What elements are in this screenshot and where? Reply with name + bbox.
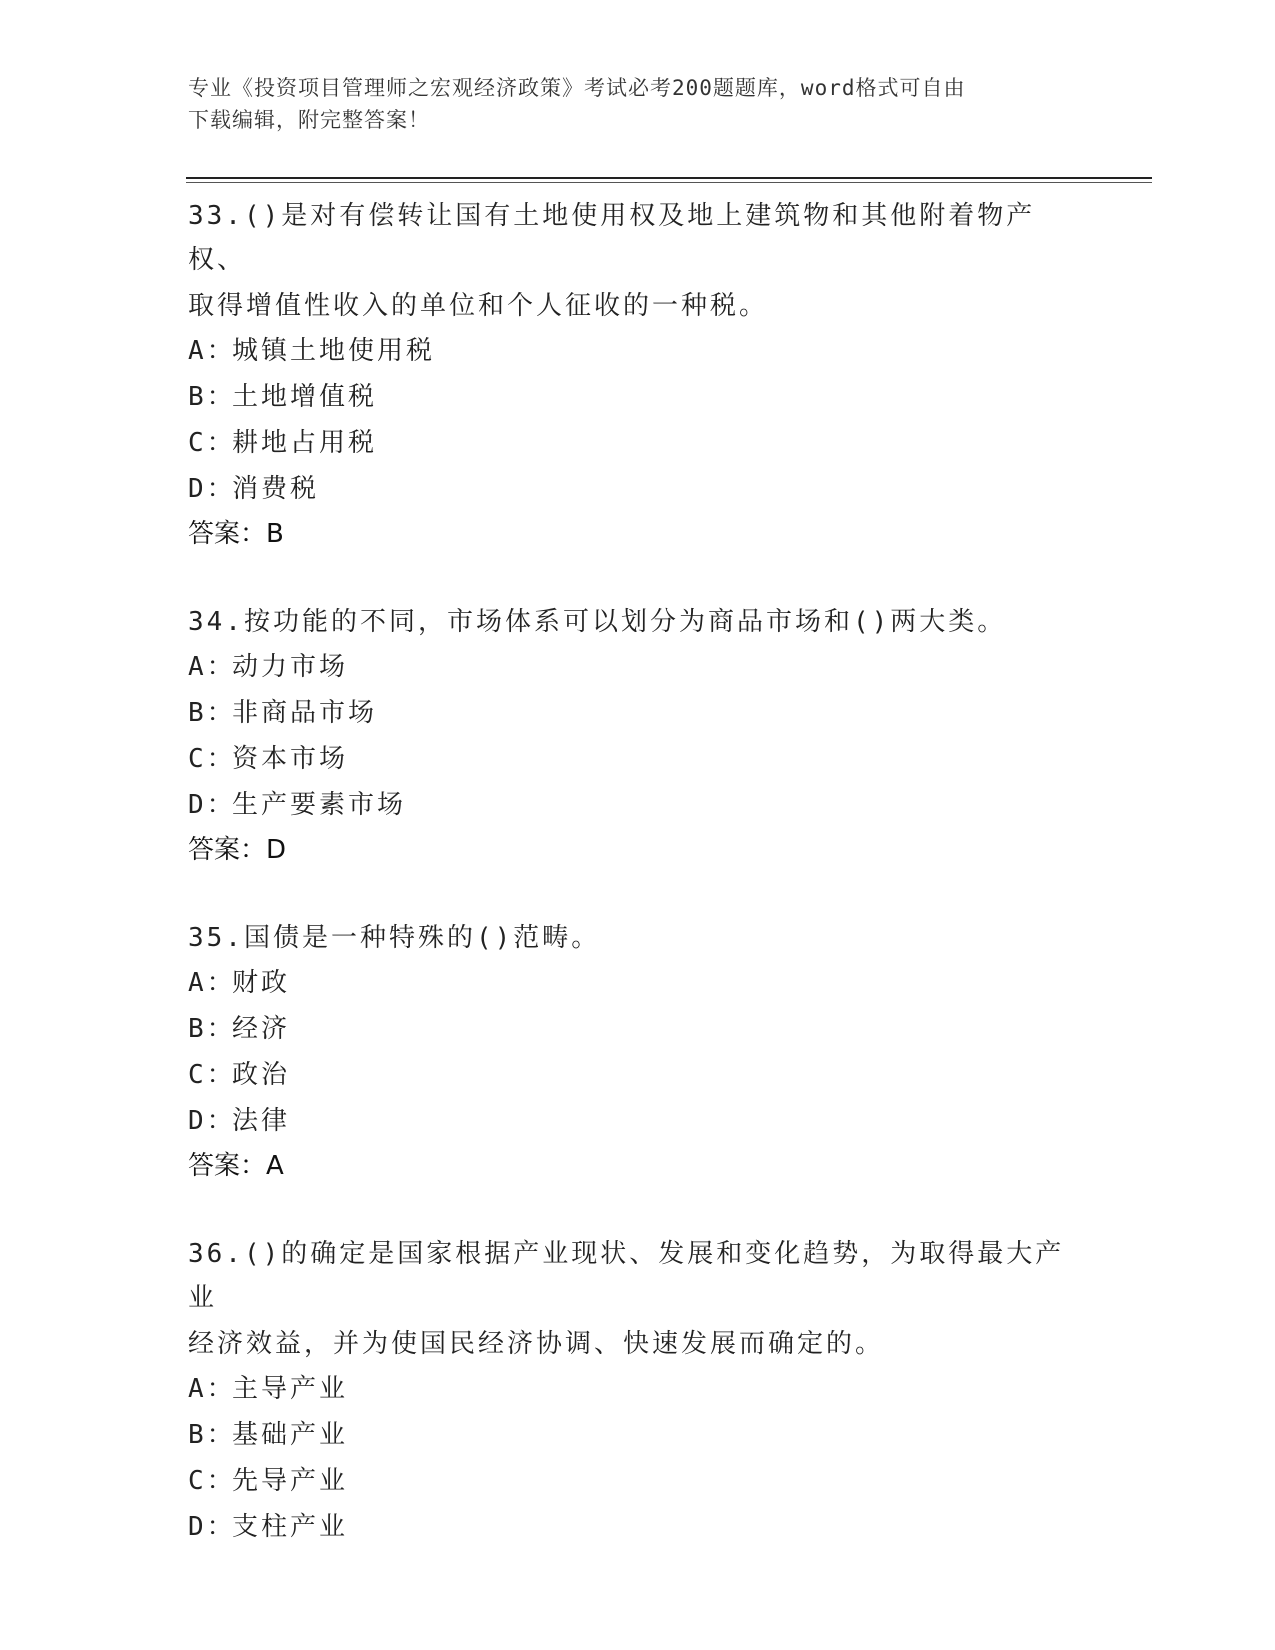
option-text: 财政 <box>232 968 291 998</box>
option-b <box>188 1006 1088 1052</box>
option-c <box>188 736 1088 782</box>
option-d <box>188 1098 1088 1144</box>
option-text: 政治 <box>232 1060 291 1090</box>
question-stem-line: 33.()是对有偿转让国有土地使用权及地上建筑物和其他附着物产权、 <box>188 201 1036 275</box>
question-stem-line: 36.()的确定是国家根据产业现状、发展和变化趋势，为取得最大产业 <box>188 1239 1065 1313</box>
option-d <box>188 466 1088 512</box>
option-key: A： <box>188 1374 236 1404</box>
option-text: 基础产业 <box>232 1420 349 1450</box>
option-c <box>188 420 1088 466</box>
option-key: C： <box>188 744 236 774</box>
question-list <box>188 192 1088 1592</box>
answer-value: B <box>266 519 284 549</box>
option-key: C： <box>188 428 236 458</box>
answer-label: 答案： <box>188 1151 267 1181</box>
answer-label: 答案： <box>188 835 267 865</box>
option-text: 支柱产业 <box>232 1512 349 1542</box>
option-b <box>188 374 1088 420</box>
option-d <box>188 782 1088 828</box>
option-key: C： <box>188 1060 236 1090</box>
option-key: C： <box>188 1466 236 1496</box>
option-key: B： <box>188 1420 236 1450</box>
question-stem-line: 经济效益，并为使国民经济协调、快速发展而确定的。 <box>188 1329 885 1359</box>
question-36 <box>188 1230 1088 1550</box>
option-key: A： <box>188 968 236 998</box>
option-text: 耕地占用税 <box>232 428 378 458</box>
answer-line <box>188 1144 1088 1188</box>
option-text: 消费税 <box>232 474 320 504</box>
option-text: 法律 <box>232 1106 291 1136</box>
option-a <box>188 1366 1088 1412</box>
option-text: 城镇土地使用税 <box>232 336 436 366</box>
option-a <box>188 644 1088 690</box>
question-33 <box>188 192 1088 556</box>
header-divider-thick <box>186 177 1152 179</box>
option-key: A： <box>188 652 236 682</box>
option-key: D： <box>188 1512 236 1542</box>
option-text: 非商品市场 <box>232 698 378 728</box>
header-line-2: 下载编辑，附完整答案！ <box>188 108 430 132</box>
option-text: 土地增值税 <box>232 382 378 412</box>
option-c <box>188 1052 1088 1098</box>
question-34 <box>188 598 1088 872</box>
option-text: 先导产业 <box>232 1466 349 1496</box>
question-stem-line: 取得增值性收入的单位和个人征收的一种税。 <box>188 291 769 321</box>
answer-line <box>188 828 1088 872</box>
answer-line <box>188 512 1088 556</box>
question-stem-line: 34.按功能的不同，市场体系可以划分为商品市场和()两大类。 <box>188 607 1007 637</box>
option-key: D： <box>188 790 236 820</box>
option-d <box>188 1504 1088 1550</box>
question-35 <box>188 914 1088 1188</box>
option-text: 主导产业 <box>232 1374 349 1404</box>
option-key: A： <box>188 336 236 366</box>
question-stem-line: 35.国债是一种特殊的()范畴。 <box>188 923 601 953</box>
option-text: 资本市场 <box>232 744 349 774</box>
header-divider-thin <box>186 182 1152 183</box>
document-header <box>188 72 1088 136</box>
option-key: B： <box>188 698 236 728</box>
option-b <box>188 690 1088 736</box>
option-key: B： <box>188 1014 236 1044</box>
option-c <box>188 1458 1088 1504</box>
option-text: 生产要素市场 <box>232 790 407 820</box>
option-key: B： <box>188 382 236 412</box>
option-a <box>188 328 1088 374</box>
option-text: 动力市场 <box>232 652 349 682</box>
answer-value: D <box>266 835 287 865</box>
header-line-1: 专业《投资项目管理师之宏观经济政策》考试必考200题题库，word格式可自由 <box>188 76 966 100</box>
option-text: 经济 <box>232 1014 291 1044</box>
option-a <box>188 960 1088 1006</box>
option-key: D： <box>188 1106 236 1136</box>
answer-label: 答案： <box>188 519 267 549</box>
option-b <box>188 1412 1088 1458</box>
answer-value: A <box>266 1151 284 1181</box>
option-key: D： <box>188 474 236 504</box>
